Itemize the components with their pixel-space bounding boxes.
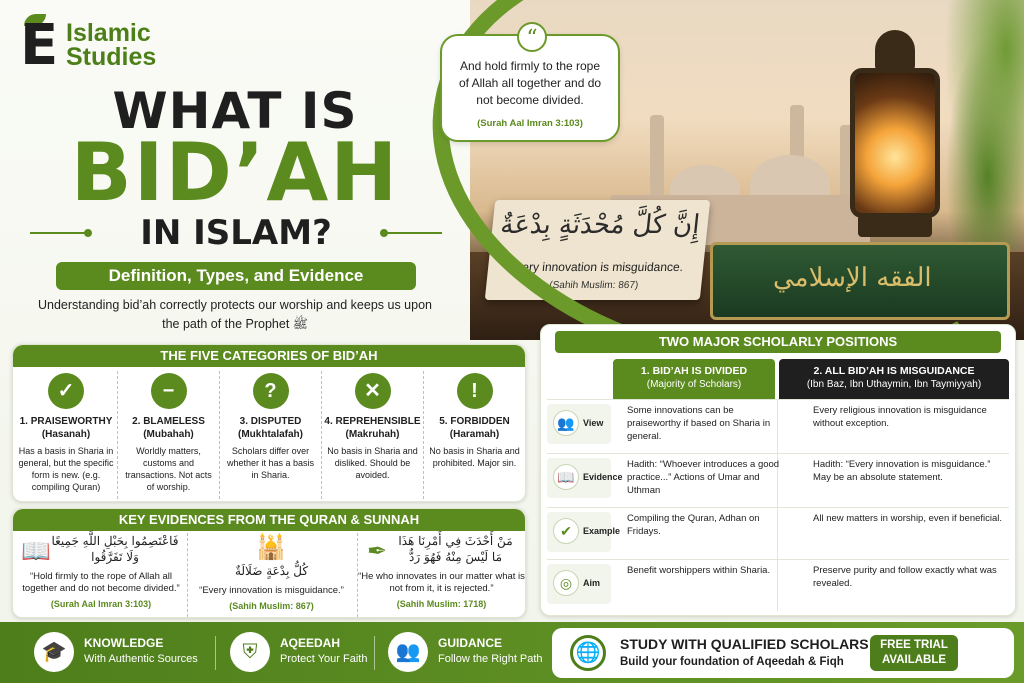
shield-icon: ⛨ (230, 632, 270, 672)
table-row-view: 👥 View Some innovations can be praiseworthy if based on Sharia in general. Every religious innovation is misguidance without exception. (547, 399, 1009, 447)
intro-text: Understanding bid’ah correctly protects our worship and keeps us upon the path of the Prophet ﷺ (38, 298, 432, 331)
quote-text: And hold firmly to the rope of Allah all together and do not become divided. (458, 59, 602, 107)
category-forbidden: ! 5. FORBIDDEN (Haramah) No basis in Sharia and prohibited. Major sin. (423, 371, 525, 499)
minus-icon: − (151, 373, 187, 409)
people-icon: 👥 (553, 410, 579, 436)
table-row-evidence: 📖 Evidence Hadith: “Whoever introduces a good practice...” Actions of Umar and Uthman Hadith: “Every innovation is misguidance.” May be an absolute statement. (547, 453, 1009, 501)
logo-mark: E (20, 13, 59, 78)
x-icon: ✕ (355, 373, 391, 409)
evidence-hadith-2: ✒ مَنْ أَحْدَثَ فِي أَمْرِنَا هَذَا مَا لَيْسَ مِنْهُ فَهُوَ رَدٌّ “He who innovates in our matter what is not from it, it is rejected.” (Sahih Muslim: 1718) (357, 533, 525, 617)
quote-mark-icon: “ (517, 22, 547, 52)
quran-stand-icon: 📖 (21, 538, 51, 565)
category-reprehensible: ✕ 4. REPREHENSIBLE (Makruhah) No basis in Sharia and disliked. Should be avoided. (321, 371, 423, 499)
category-disputed: ? 3. DISPUTED (Mukhtalafah) Scholars differ over whether it has a basis in Sharia. (219, 371, 321, 499)
brand-logo[interactable] (20, 14, 156, 76)
check-icon: ✓ (48, 373, 84, 409)
globe-icon: 🌐 (570, 635, 606, 671)
card-arabic: إِنَّ كُلَّ مُحْدَثَةٍ بِدْعَةٌ (499, 210, 702, 240)
study-cta[interactable] (552, 628, 1014, 678)
free-trial-button[interactable]: FREE TRIAL AVAILABLE (870, 635, 958, 671)
community-icon: 👥 (388, 632, 428, 672)
shield-check-icon: ✔ (553, 518, 579, 544)
scholarly-positions-panel (540, 324, 1016, 616)
title-line-3: IN ISLAM? (140, 213, 332, 253)
footer-bar: 🎓 KNOWLEDGE With Authentic Sources ⛨ AQEEDAH Protect Your Faith 👥 GUIDANCE Follow the Right Path 🌐 STUDY WITH QUALIFIED SCHOLARS Build your foundation of Aqeedah & Fiqh FREE TRIAL AVAILABLE (0, 622, 1024, 683)
warning-icon: ! (457, 373, 493, 409)
table-row-aim: ◎ Aim Benefit worshippers within Sharia. Preserve purity and follow exactly what was revealed. (547, 559, 1009, 607)
card-reference: (Sahih Muslim: 867) (548, 280, 639, 291)
mosque-icon: 🕌 (256, 534, 286, 561)
table-row-example: ✔ Example Compiling the Quran, Adhan on Fridays. All new matters in worship, even if beneficial. (547, 507, 1009, 555)
brand-name: Islamic Studies (66, 19, 157, 71)
cta-subtitle: Build your foundation of Aqeedah & Fiqh (620, 656, 844, 668)
target-icon: ◎ (553, 570, 579, 596)
title-line-3-row (30, 212, 442, 254)
evidences-panel (12, 508, 526, 618)
graduation-cap-icon: 🎓 (34, 632, 74, 672)
divider-right (384, 232, 442, 234)
quill-icon: ✒ (366, 538, 388, 565)
position-divided-header: 1. BID’AH IS DIVIDED (Majority of Scholars) (613, 359, 775, 399)
book-title: الفقه الإسلامي (773, 263, 932, 293)
categories-panel (12, 344, 526, 502)
title-line-2: BID’AH (70, 126, 400, 219)
positions-heading: TWO MAJOR SCHOLARLY POSITIONS (555, 331, 1001, 353)
title-line-1: WHAT IS (112, 82, 358, 140)
subtitle-banner: Definition, Types, and Evidence (56, 262, 416, 290)
evidences-heading: KEY EVIDENCES FROM THE QURAN & SUNNAH (13, 509, 525, 531)
category-praiseworthy: ✓ 1. PRAISEWORTHY (Hasanah) Has a basis in Sharia in general, but the specific form is new. (e.g. compiling Quran) (15, 371, 117, 499)
book-icon: 📖 (553, 464, 579, 490)
divider-left (30, 232, 88, 234)
categories-heading: THE FIVE CATEGORIES OF BID’AH (13, 345, 525, 367)
quote-reference: (Surah Aal Imran 3:103) (477, 118, 583, 129)
question-icon: ? (253, 373, 289, 409)
evidence-quran: 📖 فَاعْتَصِمُوا بِحَبْلِ اللَّهِ جَمِيعًا وَلَا تَفَرَّقُوا “Hold firmly to the rope of Allah all together and do not become divided.” (Surah Aal Imran 3:103) (21, 534, 180, 609)
position-misguidance-header: 2. ALL BID’AH IS MISGUIDANCE (Ibn Baz, Ibn Uthaymin, Ibn Taymiyyah) (779, 359, 1009, 399)
card-english: Every innovation is misguidance. (507, 260, 684, 274)
evidence-hadith-1: 🕌 كُلُّ بِدْعَةٍ ضَلَالَةٌ “Every innovation is misguidance.” (Sahih Muslim: 867) (187, 533, 355, 617)
cta-title: STUDY WITH QUALIFIED SCHOLARS (620, 636, 869, 652)
category-blameless: − 2. BLAMELESS (Mubahah) Worldly matters, customs and transactions. Not acts of worship. (117, 371, 219, 499)
